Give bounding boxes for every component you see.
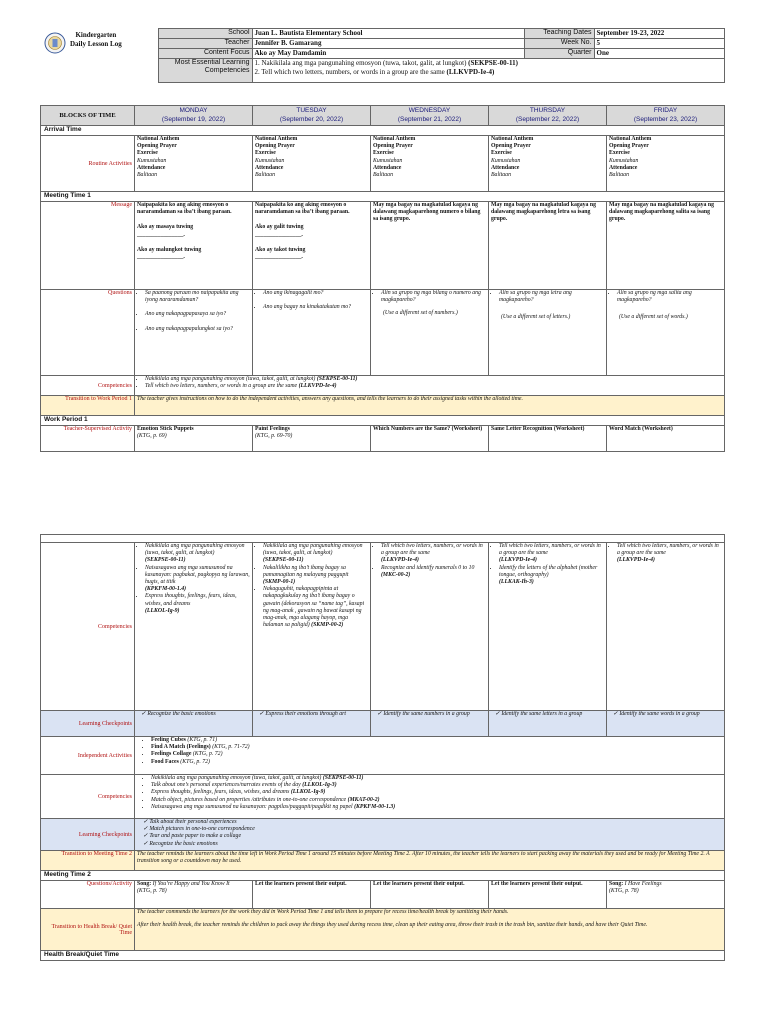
message-label: Message bbox=[41, 202, 135, 290]
arrival-time-title: Arrival Time bbox=[41, 126, 725, 136]
routine-cell-friday: National Anthem Opening Prayer Exercise Kumustahan Attendance Balitaan bbox=[607, 136, 725, 192]
independent-activities-cell: • Feeling Cubes (KTG, p. 71) • Find A Match (Feelings) (KTG, p. 71-72) • Feelings Collage (KTG, p. 72) • Food Faces (KTG, p. 72) bbox=[135, 737, 725, 775]
blocks-of-time-header: BLOCKS OF TIME bbox=[41, 106, 135, 126]
checkpoint-cell-monday: ✓ Recognize the basic emotions bbox=[135, 711, 253, 737]
qa-cell-thursday: Let the learners present their output. bbox=[489, 881, 607, 909]
mel-item-2: 2. Tell which two letters, numbers, or words in a group are the same (LLKVPD-Ie-4) bbox=[254, 67, 495, 76]
transition-work-period-label: Transition to Work Period 1 bbox=[41, 396, 135, 416]
transition-meeting-2-label: Transition to Meeting Time 2 bbox=[41, 851, 135, 871]
teacher-value: Jennifer B. Gamarang bbox=[252, 39, 524, 49]
week-label: Week No. bbox=[524, 39, 594, 49]
day-header-monday: MONDAY (September 19, 2022) bbox=[135, 106, 253, 126]
health-break-title: Health Break/Quiet Time bbox=[41, 951, 725, 961]
tsa-cell-tuesday: Paint Feelings (KTG, p. 69-70) bbox=[253, 426, 371, 452]
learning-checkpoints-label-2: Learning Checkpoints bbox=[41, 819, 135, 851]
routine-cell-wednesday: National Anthem Opening Prayer Exercise Kumustahan Attendance Balitaan bbox=[371, 136, 489, 192]
doc-type-line1: Kindergarten bbox=[75, 30, 117, 39]
day-header-tuesday: TUESDAY (September 20, 2022) bbox=[253, 106, 371, 126]
transition-health-break-label: Transition to Health Break/ Quiet Time bbox=[41, 909, 135, 951]
day-header-wednesday: WEDNESDAY (September 21, 2022) bbox=[371, 106, 489, 126]
questions-cell-wednesday: • Alin sa grupo ng mga bilang o numero ang magkapareho? (Use a different set of numbers.) bbox=[371, 290, 489, 376]
questions-cell-thursday: • Alin sa grupo ng mga letra ang magkapareho? (Use a different set of letters.) bbox=[489, 290, 607, 376]
qa-cell-wednesday: Let the learners present their output. bbox=[371, 881, 489, 909]
meeting-time-1-title: Meeting Time 1 bbox=[41, 192, 725, 202]
doc-type-line2: Daily Lesson Log bbox=[70, 39, 122, 48]
qa-cell-monday: Song: If You’re Happy and You Know It (KTG, p. 78) bbox=[135, 881, 253, 909]
routine-cell-monday: National Anthem Opening Prayer Exercise Kumustahan Attendance Balitaan bbox=[135, 136, 253, 192]
transition-meeting-2-text: The teacher reminds the learners about the time left in Work Period Time 1 around 15 minutes before Meeting Time 2. After 10 minutes, the teacher tells the learners to start packing away the materials they used and be ready for Meeting Time 2. A transition song or a countdown may be used. bbox=[135, 851, 725, 871]
school-label: School bbox=[158, 29, 252, 39]
teacher-label: Teacher bbox=[158, 39, 252, 49]
routine-cell-thursday: National Anthem Opening Prayer Exercise Kumustahan Attendance Balitaan bbox=[489, 136, 607, 192]
schedule-table-2 bbox=[40, 534, 725, 961]
questions-cell-tuesday: • Ano ang ikinagagalit mo? • Ano ang bagay na kinakatakutan mo? bbox=[253, 290, 371, 376]
quarter-value: One bbox=[594, 49, 724, 59]
competencies-label-2: Competencies bbox=[41, 543, 135, 711]
questions-cell-monday: • Sa paanong paraan mo naipapakita ang iyong nararamdaman? • Ano ang nakapagpapasaya sa iyo? • Ano ang nakapagpapalungkot sa iyo? bbox=[135, 290, 253, 376]
message-cell-friday: May mga bagay na magkatulad kagaya ng dalawang magkaparehong salita sa isang grupo. bbox=[607, 202, 725, 290]
tsa-cell-thursday: Same Letter Recognition (Worksheet) bbox=[489, 426, 607, 452]
content-label: Content Focus bbox=[158, 49, 252, 59]
lesson-log-page-1 bbox=[40, 28, 724, 452]
learning-checkpoints-label-1: Learning Checkpoints bbox=[41, 711, 135, 737]
dates-label: Teaching Dates bbox=[524, 29, 594, 39]
competencies-cell-friday: • Tell which two letters, numbers, or words in a group are the same (LLKVPD-Ie-4) bbox=[607, 543, 725, 711]
tsa-cell-wednesday: Which Numbers are the Same? (Worksheet) bbox=[371, 426, 489, 452]
competencies-cell-wednesday: • Tell which two letters, numbers, or words in a group are the same (LLKVPD-Ie-4) • Recognize and identify numerals 0 to 10 (MKC-00-2) bbox=[371, 543, 489, 711]
competencies-cell-tuesday: • Nakikilala ang mga pangunahing emosyon (tuwa, takot, galit, at lungkot) (SEKPSE-00-11) • Nakalilikha ng iba’t ibang bagay sa pamamagitan ng malayang paggupit (SKMP-00-1) • Nakaguguhit, nakapagpipinta at nakapagkukulay ng iba’t ibang bagay o gawain (dekorasyon sa “name tag”, kasapi ng mag-anak , gawain ng bawat kasapi ng mag-anak, mga alagang hayop, mga halaman sa paligid) (SKMP-00-2) bbox=[253, 543, 371, 711]
tsa-cell-monday: Emotion Stick Puppets (KTG, p. 69) bbox=[135, 426, 253, 452]
competencies-cell-thursday: • Tell which two letters, numbers, or words in a group are the same (LLKVPD-Ie-4) • Identify the letters of the alphabet (mother tongue, orthography) (LLKAK-Ih-3) bbox=[489, 543, 607, 711]
checkpoints-cell-2: ✓ Talk about their personal experiences ✓ Match pictures in one-to-one correspondence ✓ Tear and paste paper to make a collage ✓ Recognize the basic emotions bbox=[135, 819, 725, 851]
message-cell-tuesday: Naipapakita ko ang aking emosyon o nararamdaman sa iba’t ibang paraan. Ako ay galit tuwing ________________. Ako ay takot tuwing ________________. bbox=[253, 202, 371, 290]
week-value: 5 bbox=[594, 39, 724, 49]
teacher-supervised-label: Teacher-Supervised Activity bbox=[41, 426, 135, 452]
questions-label: Questions bbox=[41, 290, 135, 376]
day-header-thursday: THURSDAY (September 22, 2022) bbox=[489, 106, 607, 126]
day-header-friday: FRIDAY (September 23, 2022) bbox=[607, 106, 725, 126]
routine-cell-tuesday: National Anthem Opening Prayer Exercise Kumustahan Attendance Balitaan bbox=[253, 136, 371, 192]
work-period-1-title: Work Period 1 bbox=[41, 416, 725, 426]
mel-value bbox=[252, 59, 724, 83]
mel-label: Most Essential Learning Competencies bbox=[158, 59, 252, 83]
competencies-cell-1: • Nakikilala ang mga pangunahing emosyon (tuwa, takot, galit, at lungkot) (SEKPSE-00-11) • Tell which two letters, numbers, or words in a group are the same (LLKVPD-Ie-4) bbox=[135, 376, 725, 396]
checkpoint-cell-friday: ✓ Identify the same words in a group bbox=[607, 711, 725, 737]
header-table bbox=[40, 28, 725, 83]
school-value: Juan L. Bautista Elementary School bbox=[252, 29, 524, 39]
transition-work-period-text: The teacher gives instructions on how to do the independent activities, answers any questions, and tells the learners to do their assigned tasks within the allotted time. bbox=[135, 396, 725, 416]
message-cell-thursday: May mga bagay na magkatulad kagaya ng dalawang magkaparehong letra sa isang grupo. bbox=[489, 202, 607, 290]
competencies-label-1: Competencies bbox=[41, 376, 135, 396]
checkpoint-cell-tuesday: ✓ Express their emotions through art bbox=[253, 711, 371, 737]
message-cell-monday: Naipapakita ko ang aking emosyon o nararamdaman sa iba’t ibang paraan. Ako ay masaya tuwing ________________. Ako ay malungkot tuwing ________________. bbox=[135, 202, 253, 290]
checkpoint-cell-thursday: ✓ Identify the same letters in a group bbox=[489, 711, 607, 737]
questions-activity-label: Questions/Activity bbox=[41, 881, 135, 909]
qa-cell-friday: Song: I Have Feelings (KTG, p. 78) bbox=[607, 881, 725, 909]
checkpoint-cell-wednesday: ✓ Identify the same numbers in a group bbox=[371, 711, 489, 737]
deped-seal-icon bbox=[44, 32, 66, 54]
qa-cell-tuesday: Let the learners present their output. bbox=[253, 881, 371, 909]
page-2-top-rule bbox=[41, 535, 725, 543]
questions-cell-friday: • Alin sa grupo ng mga salita ang magkapareho? (Use a different set of words.) bbox=[607, 290, 725, 376]
transition-health-break-text: The teacher commends the learners for the work they did in Work Period Time 1 and tells them to prepare for recess time/health break by sanitizing their hands. After their health break, the teacher reminds the children to pack away the things they used during recess time, clean up their eating area, throw their trash in the trash bin, sanitize their hands, and have their Quiet Time. bbox=[135, 909, 725, 951]
independent-activities-label: Independent Activities bbox=[41, 737, 135, 775]
message-cell-wednesday: May mga bagay na magkatulad kagaya ng dalawang magkaparehong numero o bilang sa isang grupo. bbox=[371, 202, 489, 290]
header-logo-cell bbox=[40, 29, 158, 83]
tsa-cell-friday: Word Match (Worksheet) bbox=[607, 426, 725, 452]
mel-item-1: 1. Nakikilala ang mga pangunahing emosyon (tuwa, takot, galit, at lungkot) (SEKPSE-00-11) bbox=[254, 59, 518, 67]
content-value: Ako ay May Damdamin bbox=[252, 49, 524, 59]
meeting-time-2-title: Meeting Time 2 bbox=[41, 871, 725, 881]
lesson-log-page-2 bbox=[40, 534, 724, 961]
schedule-table-1 bbox=[40, 105, 725, 452]
routine-activities-label: Routine Activities bbox=[41, 136, 135, 192]
competencies-label-3: Competencies bbox=[41, 775, 135, 819]
competencies-cell-monday: • Nakikilala ang mga pangunahing emosyon (tuwa, takot, galit, at lungkot) (SEKPSE-00-11) • Naisasagawa ang mga sumusunod na kasanayan: pagbakat, pagkopya ng larawan, hugis, at titik (KPKFM-00-1.4) • Express thoughts, feelings, fears, ideas, wishes, and dreams (LLKOL-Ig-9) bbox=[135, 543, 253, 711]
quarter-label: Quarter bbox=[524, 49, 594, 59]
competencies-cell-2: • Nakikilala ang mga pangunahing emosyon (tuwa, takot, galit, at lungkot) (SEKPSE-00-11) • Talk about one’s personal experiences/narrates events of the day (LLKOL-Ig-3) • Express thoughts, feelings, fears, ideas, wishes, and dreams (LLKOL-Ig-9) • Match object, pictures based on properties /attributes in one-to-one correspondence (MKAT-00-2) • Naisasagawa ang mga sumusunod na kasanayan: pagpilas/paggupit/pagdikit ng papel (KPKFM-00-1.3) bbox=[135, 775, 725, 819]
dates-value: September 19-23, 2022 bbox=[594, 29, 724, 39]
